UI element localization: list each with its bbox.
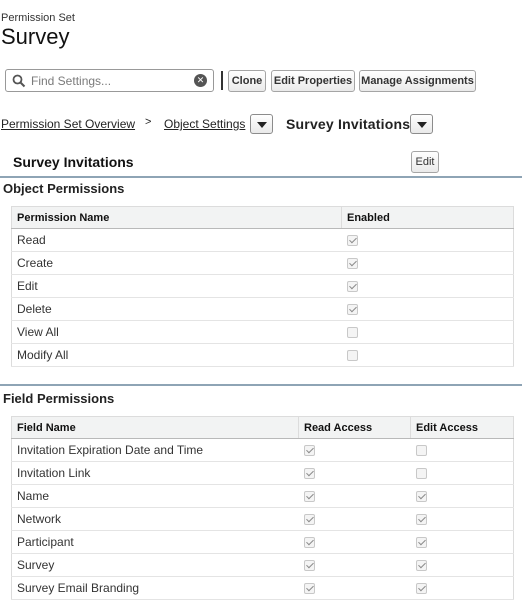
section-divider: [0, 384, 522, 386]
table-row: [12, 252, 514, 275]
search-icon: [12, 74, 26, 88]
field-name: Invitation Link: [12, 462, 299, 485]
enabled-checkbox: [347, 327, 358, 338]
edit-access-cell: [411, 462, 514, 485]
enabled-checkbox: [347, 281, 358, 292]
read-access-checkbox: [304, 445, 315, 456]
edit-access-checkbox: [416, 583, 427, 594]
permission-name: View All: [12, 321, 342, 344]
column-header: Read Access: [299, 417, 411, 439]
edit-access-checkbox: [416, 560, 427, 571]
enabled-cell: [342, 298, 514, 321]
read-access-cell: [299, 577, 411, 600]
table-row: [12, 439, 514, 462]
read-access-cell: [299, 508, 411, 531]
read-access-checkbox: [304, 583, 315, 594]
table-row: [12, 462, 514, 485]
enabled-checkbox: [347, 235, 358, 246]
field-name: Network: [12, 508, 299, 531]
clear-search-icon[interactable]: ✕: [194, 74, 207, 87]
field-name: Survey: [12, 554, 299, 577]
enabled-cell: [342, 275, 514, 298]
field-name: Invitation Expiration Date and Time: [12, 439, 299, 462]
edit-access-checkbox: [416, 491, 427, 502]
edit-access-cell: [411, 554, 514, 577]
permission-name: Read: [12, 229, 342, 252]
table-row: [12, 298, 514, 321]
clone-button[interactable]: Clone: [228, 70, 266, 92]
edit-access-cell: [411, 439, 514, 462]
object-permissions-title: Object Permissions: [3, 181, 125, 196]
read-access-cell: [299, 554, 411, 577]
table-row: [12, 229, 514, 252]
column-header: Enabled: [342, 207, 514, 229]
manage-assignments-button[interactable]: Manage Assignments: [359, 70, 476, 92]
page-title: Survey: [1, 24, 70, 49]
read-access-checkbox: [304, 560, 315, 571]
edit-access-cell: [411, 485, 514, 508]
edit-access-cell: [411, 508, 514, 531]
toolbar-divider: [221, 71, 223, 90]
column-header: Field Name: [12, 417, 299, 439]
table-row: [12, 508, 514, 531]
breadcrumb-object-settings-link[interactable]: Object Settings: [164, 117, 246, 131]
permission-name: Create: [12, 252, 342, 275]
breadcrumb-current: Survey Invitations: [286, 116, 411, 132]
enabled-checkbox: [347, 350, 358, 361]
edit-properties-button[interactable]: Edit Properties: [271, 70, 355, 92]
read-access-checkbox: [304, 537, 315, 548]
field-name: Participant: [12, 531, 299, 554]
read-access-cell: [299, 462, 411, 485]
permission-name: Delete: [12, 298, 342, 321]
breadcrumb-overview-link[interactable]: Permission Set Overview: [1, 117, 136, 131]
field-permissions-title: Field Permissions: [3, 391, 115, 406]
field-name: Name: [12, 485, 299, 508]
enabled-cell: [342, 344, 514, 367]
permission-set-label: Permission Set: [1, 12, 75, 24]
read-access-cell: [299, 439, 411, 462]
enabled-checkbox: [347, 258, 358, 269]
column-header: Permission Name: [12, 207, 342, 229]
read-access-checkbox: [304, 491, 315, 502]
enabled-cell: [342, 229, 514, 252]
read-access-checkbox: [304, 514, 315, 525]
object-settings-dropdown-icon[interactable]: [250, 114, 273, 134]
table-row: [12, 275, 514, 298]
read-access-cell: [299, 485, 411, 508]
column-header: Edit Access: [411, 417, 514, 439]
edit-access-checkbox: [416, 514, 427, 525]
table-row: [12, 344, 514, 367]
edit-button[interactable]: Edit: [411, 151, 439, 173]
search-input[interactable]: [5, 69, 214, 92]
table-row: [12, 485, 514, 508]
current-object-dropdown-icon[interactable]: [410, 114, 433, 134]
permission-name: Modify All: [12, 344, 342, 367]
read-access-checkbox: [304, 468, 315, 479]
edit-access-checkbox: [416, 468, 427, 479]
enabled-cell: [342, 321, 514, 344]
field-name: Survey Email Branding: [12, 577, 299, 600]
breadcrumb-separator: >: [145, 116, 152, 128]
edit-access-checkbox: [416, 537, 427, 548]
edit-access-cell: [411, 531, 514, 554]
permission-name: Edit: [12, 275, 342, 298]
object-permissions-table: [11, 206, 514, 367]
read-access-cell: [299, 531, 411, 554]
enabled-checkbox: [347, 304, 358, 315]
field-permissions-table: [11, 416, 514, 600]
edit-access-cell: [411, 577, 514, 600]
table-row: [12, 531, 514, 554]
table-row: [12, 321, 514, 344]
section-divider: [0, 176, 522, 178]
table-row: [12, 554, 514, 577]
search-placeholder: Find Settings...: [31, 74, 112, 88]
table-row: [12, 577, 514, 600]
edit-access-checkbox: [416, 445, 427, 456]
enabled-cell: [342, 252, 514, 275]
section-title: Survey Invitations: [13, 154, 134, 170]
